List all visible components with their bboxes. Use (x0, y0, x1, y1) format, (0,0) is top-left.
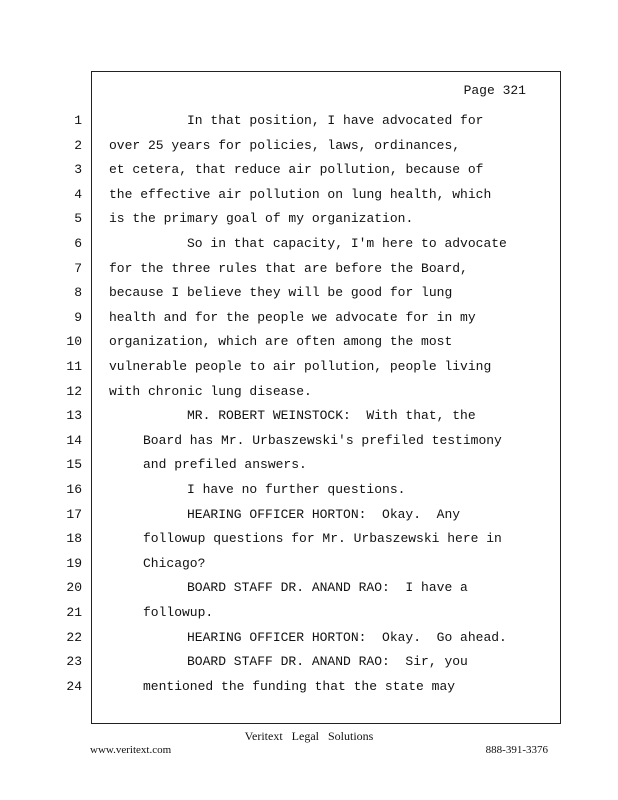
line-number: 14 (66, 432, 82, 448)
line-number: 9 (74, 309, 82, 325)
transcript-line (0, 234, 618, 254)
line-number: 12 (66, 383, 82, 399)
transcript-line (0, 578, 618, 598)
line-text: the effective air pollution on lung health, which (109, 186, 492, 202)
line-text: et cetera, that reduce air pollution, because of (109, 162, 484, 178)
line-text: Chicago? (143, 555, 206, 571)
transcript-line (0, 455, 618, 475)
line-number: 11 (66, 359, 82, 374)
line-text: I have no further questions. (187, 482, 406, 497)
line-number: 20 (66, 580, 82, 596)
line-number: 1 (74, 113, 82, 128)
footer-phone: 888-391-3376 (485, 744, 548, 756)
transcript-line (0, 554, 618, 574)
transcript-line (0, 111, 618, 131)
line-text: is the primary goal of my organization. (109, 211, 414, 227)
transcript-line (0, 677, 618, 697)
line-number: 23 (66, 654, 82, 670)
line-text: organization, which are often among the most (109, 334, 453, 350)
line-number: 4 (74, 186, 82, 202)
line-text: HEARING OFFICER HORTON: Okay. Go ahead. (187, 629, 507, 645)
line-text: mentioned the funding that the state may (143, 678, 456, 694)
line-text: health and for the people we advocate for in my (109, 309, 476, 325)
transcript-line (0, 259, 618, 279)
line-text: BOARD STAFF DR. ANAND RAO: Sir, you (187, 654, 468, 670)
line-text: So in that capacity, I'm here to advocate (187, 236, 507, 251)
transcript-line (0, 431, 618, 451)
line-text: BOARD STAFF DR. ANAND RAO: I have a (187, 580, 468, 596)
transcript-line (0, 357, 618, 377)
transcript-line (0, 136, 618, 156)
transcript-line (0, 480, 618, 500)
line-number: 10 (66, 334, 82, 350)
transcript-line (0, 603, 618, 623)
transcript-line (0, 628, 618, 648)
line-text: In that position, I have advocated for (187, 113, 484, 128)
line-number: 13 (66, 408, 82, 424)
line-number: 6 (74, 236, 82, 251)
line-number: 18 (66, 531, 82, 547)
line-text: followup questions for Mr. Urbaszewski here in (143, 531, 502, 547)
transcript-line (0, 505, 618, 525)
line-number: 8 (74, 285, 82, 301)
line-number: 24 (66, 678, 82, 694)
line-text: because I believe they will be good for lung (109, 285, 453, 301)
line-number: 3 (74, 162, 82, 178)
line-number: 15 (66, 457, 82, 473)
page-number: Page 321 (463, 83, 526, 98)
transcript-line (0, 185, 618, 205)
line-number: 5 (74, 211, 82, 227)
transcript-line (0, 382, 618, 402)
line-number: 19 (66, 555, 82, 571)
line-text: with chronic lung disease. (109, 383, 312, 399)
line-number: 16 (66, 482, 82, 497)
transcript-line (0, 308, 618, 328)
transcript-line (0, 652, 618, 672)
transcript-line (0, 209, 618, 229)
line-text: and prefiled answers. (143, 457, 307, 473)
line-text: HEARING OFFICER HORTON: Okay. Any (187, 506, 461, 522)
line-number: 21 (66, 605, 82, 620)
transcript-line (0, 529, 618, 549)
footer-company: Veritext Legal Solutions (244, 729, 374, 743)
line-text: Board has Mr. Urbaszewski's prefiled testimony (143, 432, 502, 448)
transcript-line (0, 160, 618, 180)
line-text: for the three rules that are before the Board, (109, 260, 468, 276)
transcript-line (0, 283, 618, 303)
line-number: 2 (74, 137, 82, 153)
transcript-line (0, 332, 618, 352)
line-number: 7 (74, 260, 82, 276)
line-text: followup. (143, 605, 214, 620)
line-text: over 25 years for policies, laws, ordinances, (109, 137, 461, 153)
transcript-line (0, 406, 618, 426)
footer-website: www.veritext.com (90, 744, 172, 756)
line-number: 17 (66, 506, 82, 522)
line-number: 22 (66, 629, 82, 645)
line-text: vulnerable people to air pollution, people living (109, 359, 492, 374)
line-text: MR. ROBERT WEINSTOCK: With that, the (187, 408, 476, 424)
